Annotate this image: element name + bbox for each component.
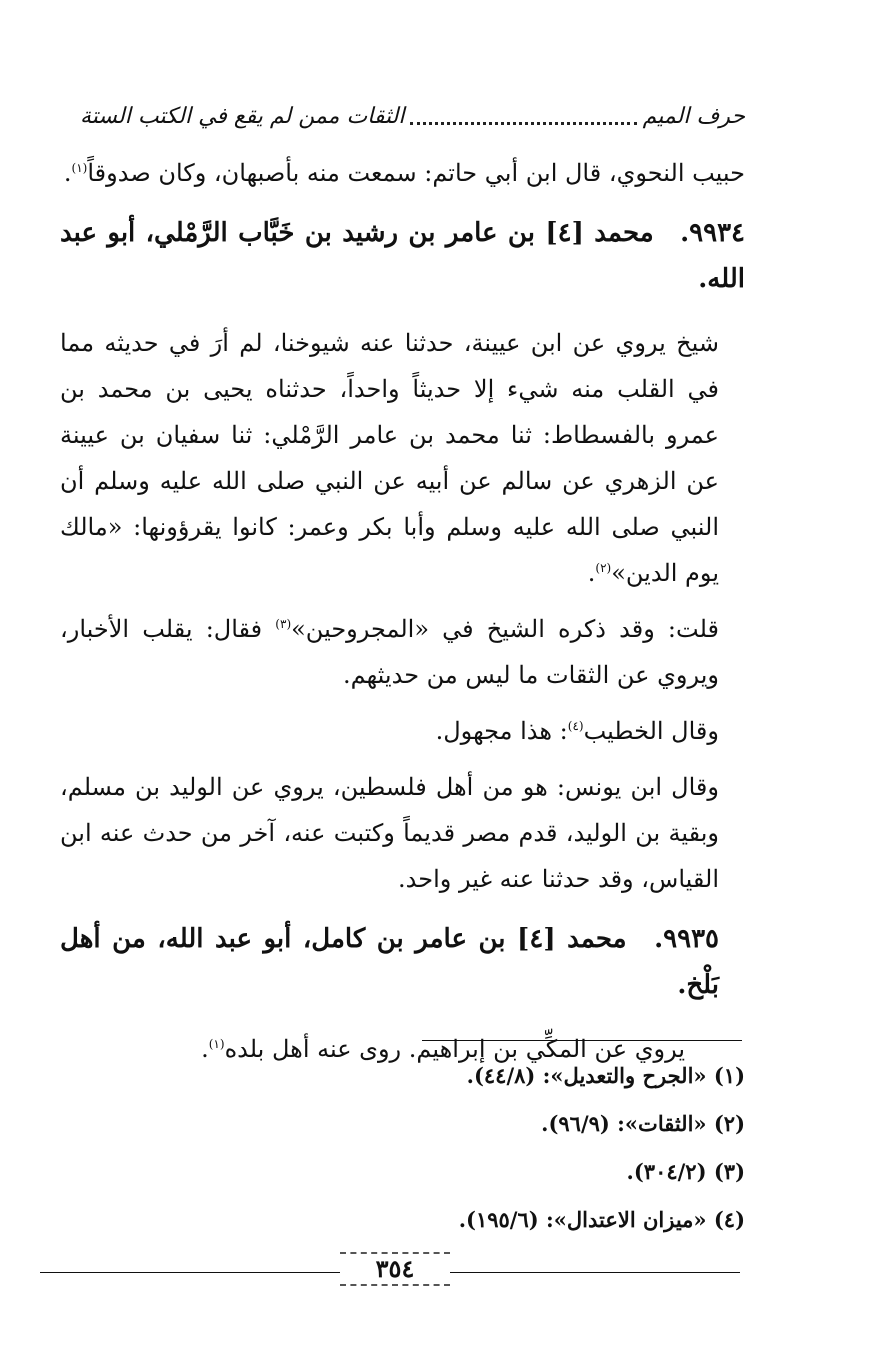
footnote-item: (٤) «ميزان الاعتدال»: (١٩٥/٦). — [458, 1207, 745, 1232]
entry-number: ٩٩٣٥. — [654, 924, 720, 954]
entry-number: ٩٩٣٤. — [680, 218, 745, 248]
footnote-ref: (٢) — [595, 561, 612, 575]
entry-title: محمد [٤] بن عامر بن كامل، أبو عبد الله، من أهل بَلْخ. — [60, 924, 719, 1000]
entry-heading-9935 — [60, 916, 745, 1008]
main-text — [60, 150, 745, 1072]
footnote-item: (٣) (٣٠٤/٢). — [626, 1159, 745, 1184]
footnotes — [120, 1052, 745, 1244]
entry-title: محمد [٤] بن عامر بن رشيد بن خَبَّاب الرَّمْلي، أبو عبد الله. — [60, 218, 745, 294]
page-number: ٣٥٤ — [340, 1252, 450, 1286]
paragraph: يروي عن المكِّي بن إبراهيم. روى عنه أهل بلده$^{(١)}$. — [201, 1035, 685, 1063]
book-title: الثقات ممن لم يقع في الكتب الستة — [80, 103, 405, 129]
footnote-ref: (٤) — [567, 719, 584, 733]
footer-rule-left — [40, 1272, 340, 1273]
footer-rule-right — [450, 1272, 740, 1273]
footnote-item: (١) «الجرح والتعديل»: (٤٤/٨). — [466, 1063, 745, 1088]
page-footer — [40, 1250, 740, 1290]
chapter-title: حرف الميم — [642, 103, 745, 129]
entry-heading-9934 — [60, 210, 745, 302]
footnote-ref: (٣) — [275, 617, 292, 631]
paragraph: قلت: وقد ذكره الشيخ في «المجروحين»$^{(٣)}$ فقال: يقلب الأخبار، ويروي عن الثقات ما ليس من حديثهم. — [60, 615, 719, 689]
footnote-separator — [422, 1040, 742, 1041]
paragraph: وقال ابن يونس: هو من أهل فلسطين، يروي عن الوليد بن مسلم، وبقية بن الوليد، قدم مصر قديماً وكتبت عنه، آخر من حدث عنه ابن القياس، وقد حدثنا عنه غير واحد. — [60, 773, 719, 893]
footnote-ref: (١) — [71, 161, 88, 175]
header-leader-dots — [410, 108, 636, 125]
footnote-ref: (١) — [208, 1037, 225, 1051]
running-header — [80, 96, 745, 136]
paragraph: وقال الخطيب$^{(٤)}$: هذا مجهول. — [435, 717, 719, 745]
footnote-item: (٢) «الثقات»: (٩٦/٩). — [541, 1111, 745, 1136]
paragraph: شيخ يروي عن ابن عيينة، حدثنا عنه شيوخنا، لم أرَ في حديثه مما في القلب منه شيء إلا حديثاً واحداً، حدثناه يحيى بن محمد بن عمرو بالفسطاط: ثنا محمد بن عامر الرَّمْلي: ثنا سفيان بن عيينة عن الزهري عن سالم عن أبيه عن النبي صلى الله عليه وسلم أن النبي صلى الله عليه وسلم وأبا بكر وعمر: كانوا يقرؤونها: «مالك يوم الدين»$^{(٢)}$. — [60, 329, 720, 587]
intro-line: حبيب النحوي، قال ابن أبي حاتم: سمعت منه بأصبهان، وكان صدوقاً$^{(١)}$. — [63, 159, 745, 187]
